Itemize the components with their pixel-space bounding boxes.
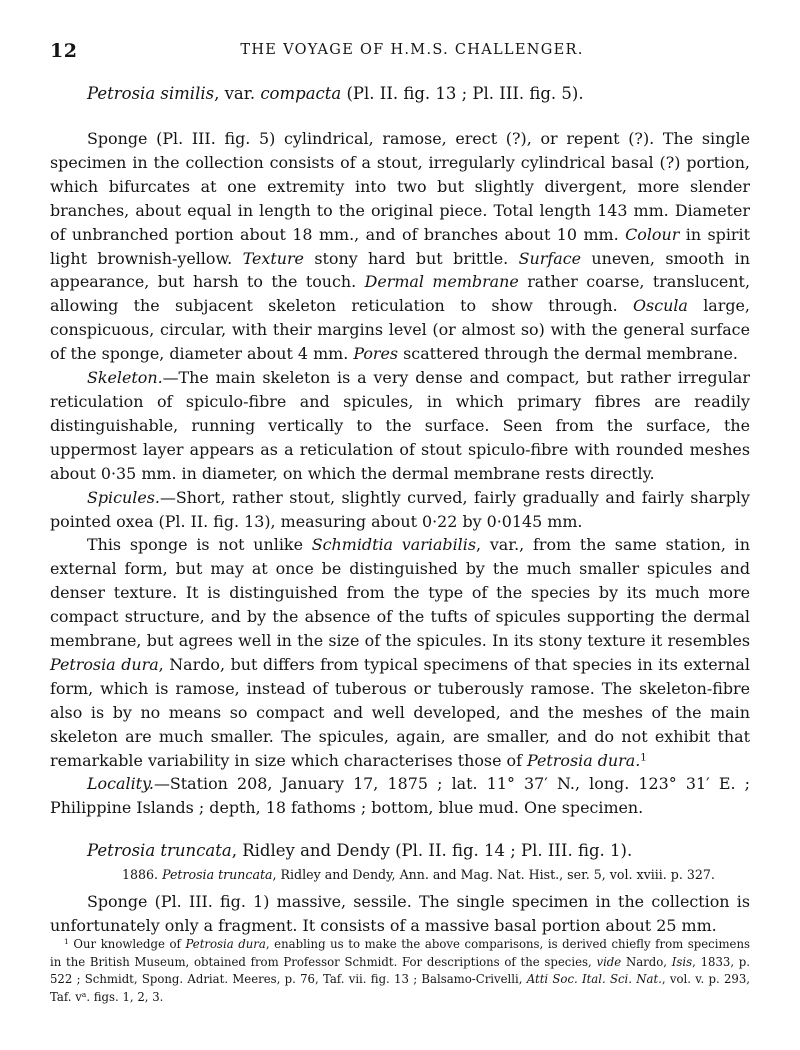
- text-run: stony hard but brittle.: [303, 248, 519, 268]
- species-name: Petrosia dura: [185, 937, 266, 951]
- species-name: Petrosia similis: [87, 84, 215, 103]
- truncata-description-paragraph: Sponge (Pl. III. fig. 1) massive, sessile. The single specimen in the collection is unfortunately only a fragment. It consists of a massive basal portion about 25 mm.: [50, 892, 750, 936]
- text-run: , enabling us to make the above comparisons, is derived chiefly from specimens in the British Museum, obtained from Professor Schmidt. For descriptions of the species,: [50, 937, 750, 969]
- footnote-reference[interactable]: 1: [640, 750, 647, 763]
- text-run: Our knowledge of: [68, 937, 186, 951]
- spicules-label: Spicules.: [87, 487, 160, 507]
- description-paragraph: [50, 127, 750, 366]
- journal-title: Atti Soc. Ital. Sci. Nat.: [526, 972, 662, 986]
- term-dermal-membrane: Dermal membrane: [364, 272, 519, 292]
- term-surface: Surface: [518, 248, 582, 268]
- species-name: Petrosia dura: [50, 654, 159, 674]
- heading-reference: , Ridley and Dendy (Pl. II. fig. 14 ; Pl. III. fig. 1).: [231, 841, 633, 861]
- heading-reference: (Pl. II. fig. 13 ; Pl. III. fig. 5).: [341, 84, 584, 103]
- citation-text: , Ridley and Dendy, Ann. and Mag. Nat. Hist., ser. 5, vol. xviii. p. 327.: [272, 867, 715, 883]
- text-run: vide: [596, 954, 622, 969]
- superscript: a: [81, 989, 87, 999]
- term-colour: Colour: [625, 224, 680, 244]
- main-text: [50, 82, 750, 938]
- term-texture: Texture: [242, 248, 304, 268]
- text-run: large, conspicuous, circular, with their margins level (or almost so) with the general surface of the sponge, diameter about 4 mm.: [50, 296, 750, 364]
- locality-text: —Station 208, January 17, 1875 ; lat. 11° 37′ N., long. 123° 31′ E. ; Philippine Islands ; depth, 18 fathoms ; bottom, blue mud. One specimen.: [50, 774, 750, 818]
- spicules-text: —Short, rather stout, slightly curved, fairly gradually and fairly sharply pointed oxea (Pl. II. fig. 13), measuring about 0·22 by 0·0145 mm.: [50, 487, 750, 531]
- text-run: , Nardo, but differs from typical specimens of that species in its external form, which is ramose, instead of tuberous or tuberously ramose. The skeleton-fibre also is by no means so compact and well developed, and the meshes of the main skeleton are much smaller. The spicules, again, are smaller, and do not exhibit that remarkable variability in size which characterises those of: [50, 654, 750, 770]
- footnote-mark: 1: [64, 936, 69, 946]
- skeleton-paragraph: [50, 366, 750, 486]
- synonymy-citation: [50, 866, 750, 884]
- text-run: in spirit light brownish-yellow.: [50, 224, 750, 268]
- running-title: THE VOYAGE OF H.M.S. CHALLENGER.: [240, 42, 584, 58]
- species-name: Petrosia truncata: [87, 841, 232, 861]
- species-name: Petrosia dura.: [527, 750, 641, 770]
- species-name: Schmidtia variabilis: [311, 535, 476, 555]
- species-name: Petrosia truncata: [162, 867, 273, 883]
- term-pores: Pores: [353, 344, 399, 364]
- journal-title: Isis: [671, 954, 693, 969]
- spicules-paragraph: [50, 486, 750, 534]
- text-run: uneven, smooth in appearance, but harsh to the touch.: [50, 248, 750, 292]
- skeleton-label: Skeleton.: [87, 368, 163, 388]
- heading-text: , var.: [214, 84, 261, 103]
- text-run: Sponge (Pl. III. fig. 5) cylindrical, ramose, erect (?), or repent (?). The single specimen in the collection consists of a stout, irregularly cylindrical basal (?) portion, which bifurcates at one extremity into two but slightly divergent, more slender branches, about equal in length to the original piece. Total length 143 mm. Diameter of unbranched portion about 18 mm., and of branches about 10 mm.: [50, 129, 750, 244]
- text-run: , var., from the same station, in external form, but may at once be distinguished by the much smaller spicules and denser texture. It is distinguished from the type of the species by its much more compact structure, and by the absence of the tufts of spicules supporting the dermal membrane, but agrees well in the size of the spicules. In its stony texture it resembles: [50, 535, 751, 651]
- comparison-paragraph: [50, 533, 750, 772]
- text-run: , 1833, p. 522 ; Schmidt, Spong. Adriat. Meeres, p. 76, Taf. vii. fig. 13 ; Balsamo-Crivelli,: [50, 954, 750, 986]
- species-heading-petrosia-truncata: [50, 839, 750, 863]
- text-run: This sponge is not unlike: [87, 535, 312, 555]
- term-oscula: Oscula: [633, 296, 688, 316]
- text-run: rather coarse, translucent, allowing the subjacent skeleton reticulation to show through.: [50, 272, 750, 316]
- species-heading-petrosia-similis: [50, 82, 750, 106]
- citation-year: 1886.: [122, 867, 163, 883]
- text-run: . figs. 1, 2, 3.: [86, 989, 164, 1004]
- locality-paragraph: [50, 772, 750, 820]
- text-run: scattered through the dermal membrane.: [398, 344, 738, 364]
- variety-name: compacta: [260, 84, 342, 103]
- footnote: [50, 936, 750, 1006]
- skeleton-text: —The main skeleton is a very dense and compact, but rather irregular reticulation of spiculo-fibre and spicules, in which primary fibres are readily distinguishable, running vertically to the surface. Seen from the surface, the uppermost layer appears as a reticulation of stout spiculo-fibre with rounded meshes about 0·35 mm. in diameter, on which the dermal membrane rests directly.: [50, 368, 750, 483]
- page-number: 12: [50, 40, 78, 62]
- text-run: Nardo,: [621, 954, 672, 969]
- running-header: [50, 40, 750, 64]
- locality-label: Locality.: [87, 774, 154, 794]
- text-run: , vol. v. p. 293, Taf. v: [50, 972, 750, 1004]
